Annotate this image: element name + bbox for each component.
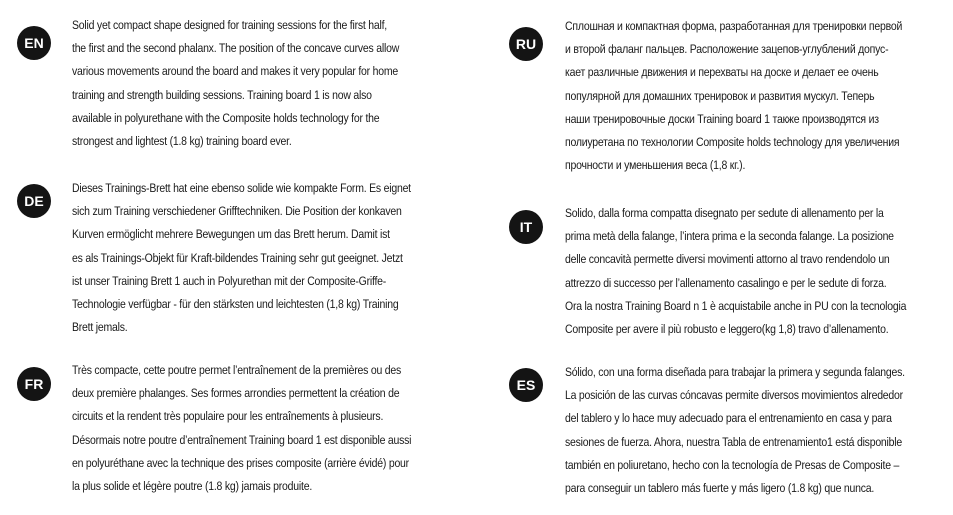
text-line: Technologie verfügbar - für den stärksten und leichtesten (1,8 kg) Training: [72, 297, 399, 312]
text-line: es als Trainings-Objekt für Kraft-bildendes Training sehr gut geeignet. Jetzt: [72, 250, 403, 265]
language-badge-en: EN: [17, 26, 51, 60]
text-line: del tablero y lo hace muy adecuado para el entrenamiento en casa y para: [565, 411, 892, 426]
text-line: prima metà della falange, l’intera prima e la seconda falange. La posizione: [565, 229, 894, 244]
paragraph-es: [565, 361, 905, 500]
text-line: и второй фаланг пальцев. Расположение зацепов-углублений допус-: [565, 42, 889, 57]
text-line: Désormais notre poutre d’entraînement Training board 1 est disponible aussi: [72, 432, 412, 447]
text-line: delle concavità permette diversi movimenti attorno al travo rendendolo un: [565, 252, 890, 267]
text-line: también en poliuretano, hecho con la tecnología de Presas de Composite –: [565, 457, 900, 472]
text-line: полиуретана по технологии Composite holds technology для увеличения: [565, 135, 900, 150]
text-line: Solido, dalla forma compatta disegnato per sedute di allenamento per la: [565, 206, 884, 220]
text-line: en polyuréthane avec la technique des prises composite (arrière évidé) pour: [72, 455, 409, 470]
text-line: deux première phalanges. Ses formes arrondies permettent la création de: [72, 386, 400, 401]
text-line: Solid yet compact shape designed for training sessions for the first half,: [72, 18, 388, 32]
language-badge-es: ES: [509, 368, 543, 402]
text-line: Composite per avere il più robusto e leggero(kg 1,8) travo d’allenamento.: [565, 322, 889, 337]
text-line: La posición de las curvas cóncavas permite diversos movimientos alrededor: [565, 388, 903, 403]
text-line: strongest and lightest (1.8 kg) training board ever.: [72, 134, 292, 149]
text-line: la plus solide et légère poutre (1.8 kg) jamais produite.: [72, 479, 313, 494]
text-line: para conseguir un tablero más fuerte y más ligero (1.8 kg) que nunca.: [565, 481, 875, 496]
text-line: Sólido, con una forma diseñada para trabajar la primera y segunda falanges.: [565, 365, 905, 379]
language-badge-fr: FR: [17, 367, 51, 401]
paragraph-en: [72, 14, 399, 153]
text-line: attrezzo di successo per l’allenamento casalingo e per le sedute di forza.: [565, 275, 887, 290]
text-line: sich zum Training verschiedener Grifftechniken. Die Position der konkaven: [72, 204, 402, 219]
text-line: the first and the second phalanx. The position of the concave curves allow: [72, 41, 400, 56]
text-line: Dieses Trainings-Brett hat eine ebenso solide wie kompakte Form. Es eignet: [72, 181, 411, 195]
paragraph-it: [565, 202, 906, 341]
paragraph-de: [72, 177, 411, 339]
text-line: available in polyurethane with the Composite holds technology for the: [72, 110, 380, 125]
text-line: кает различные движения и перехваты на доске и делает ее очень: [565, 65, 879, 80]
language-badge-de: DE: [17, 184, 51, 218]
text-line: Brett jemals.: [72, 320, 128, 335]
text-line: наши тренировочные доски Training board 1 также производятся из: [565, 111, 879, 126]
text-line: ist unser Training Brett 1 auch in Polyurethan mit der Composite-Griffe-: [72, 273, 387, 288]
text-line: Très compacte, cette poutre permet l’entraînement de la premières ou des: [72, 363, 402, 377]
language-badge-it: IT: [509, 210, 543, 244]
text-line: training and strength building sessions. Training board 1 is now also: [72, 87, 372, 102]
text-line: Kurven ermöglicht mehrere Bewegungen um das Brett herum. Damit ist: [72, 227, 390, 242]
paragraph-ru: [565, 15, 902, 177]
text-line: various movements around the board and makes it very popular for home: [72, 64, 398, 79]
language-badge-ru: RU: [509, 27, 543, 61]
text-line: Сплошная и компактная форма, разработанная для тренировки первой: [565, 19, 903, 33]
text-line: популярной для домашних тренировок и развития мускул. Теперь: [565, 88, 875, 103]
text-line: sesiones de fuerza. Ahora, nuestra Tabla de entrenamiento1 está disponible: [565, 434, 903, 449]
text-line: Ora la nostra Training Board n 1 è acquistabile anche in PU con la tecnologia: [565, 298, 907, 313]
text-line: circuits et la rendent très populaire pour les entraînements à plusieurs.: [72, 409, 384, 424]
paragraph-fr: [72, 359, 411, 498]
text-line: прочности и уменьшения веса (1,8 кг.).: [565, 158, 746, 173]
